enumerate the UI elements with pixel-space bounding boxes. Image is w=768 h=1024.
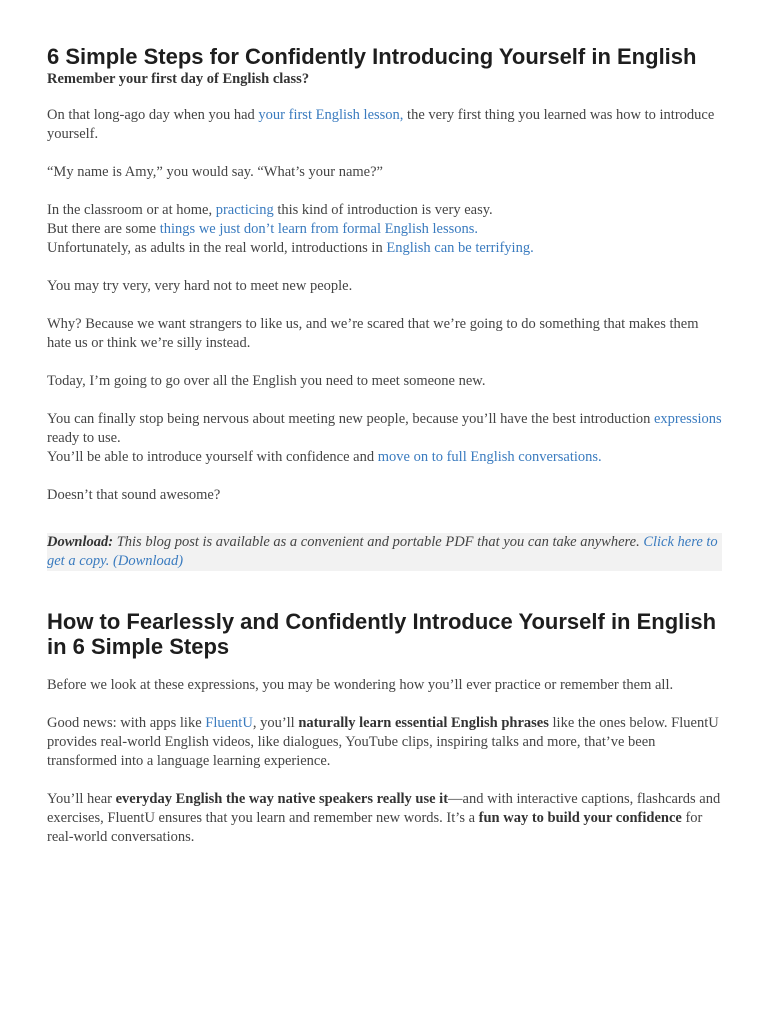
text: You’ll hear [47,791,116,807]
text: this kind of introduction is very easy. [273,202,493,218]
text: On that long-ago day when you had [47,107,259,123]
paragraph-stop-nervous [47,410,722,467]
text: In the classroom or at home, [47,202,216,218]
paragraph-good-news [47,714,722,771]
download-label: Download: [47,534,114,550]
bold-text: fun way to build your confidence [478,810,682,826]
link-first-english-lesson[interactable]: your first English lesson, [258,107,404,123]
paragraph-why: Why? Because we want strangers to like us, and we’re scared that we’re going to do something that makes them hate us or think we’re silly instead. [47,316,699,351]
bold-text: naturally learn essential English phrases [298,715,549,731]
paragraph-before-we-look: Before we look at these expressions, you may be wondering how you’ll ever practice or remember them all. [47,677,674,693]
paragraph-meet-people: You may try very, very hard not to meet new people. [47,278,353,294]
paragraph-my-name: “My name is Amy,” you would say. “What’s your name?” [47,164,383,180]
link-english-terrifying[interactable]: English can be terrifying. [386,240,534,256]
text: the very first thing you learned was how to introduce yourself. [47,107,715,142]
download-link[interactable]: Click here to get a copy. (Download) [47,534,718,569]
link-practicing[interactable]: practicing [215,202,274,218]
bold-text: everyday English the way native speakers really use it [115,791,449,807]
link-full-conversations[interactable]: move on to full English conversations. [377,449,602,465]
paragraph-first-lesson [47,106,722,144]
text: You’ll be able to introduce yourself with confidence and [47,449,378,465]
download-callout [47,533,722,571]
link-expressions[interactable]: expressions [653,411,722,427]
subtitle: Remember your first day of English class? [47,71,310,87]
text: like the ones below. FluentU provides real-world English videos, like dialogues, YouTube clips, inspiring talks and more, that’ve been transformed into a language learning experience. [47,715,719,769]
text: , you’ll [252,715,299,731]
page-title: 6 Simple Steps for Confidently Introducing Yourself in English [47,44,697,69]
text: —and with interactive captions, flashcards and exercises, FluentU ensures that you learn and remember new words. It’s a [47,791,721,826]
paragraph-today: Today, I’m going to go over all the English you need to meet someone new. [47,373,486,389]
paragraph-awesome: Doesn’t that sound awesome? [47,487,221,503]
paragraph-youll-hear [47,790,722,847]
download-text: This blog post is available as a convenient and portable PDF that you can take anywhere. [113,534,644,550]
section-heading: How to Fearlessly and Confidently Introduce Yourself in English in 6 Simple Steps [47,609,717,659]
text: But there are some [47,221,160,237]
text: Unfortunately, as adults in the real world, introductions in [47,240,387,256]
link-formal-lessons[interactable]: things we just don’t learn from formal English lessons. [159,221,479,237]
link-fluentu[interactable]: FluentU [205,715,253,731]
text: for real-world conversations. [47,810,703,845]
text: Good news: with apps like [47,715,206,731]
paragraph-classroom [47,201,722,258]
text: You can finally stop being nervous about meeting new people, because you’ll have the best introduction [47,411,654,427]
text: ready to use. [47,430,121,446]
